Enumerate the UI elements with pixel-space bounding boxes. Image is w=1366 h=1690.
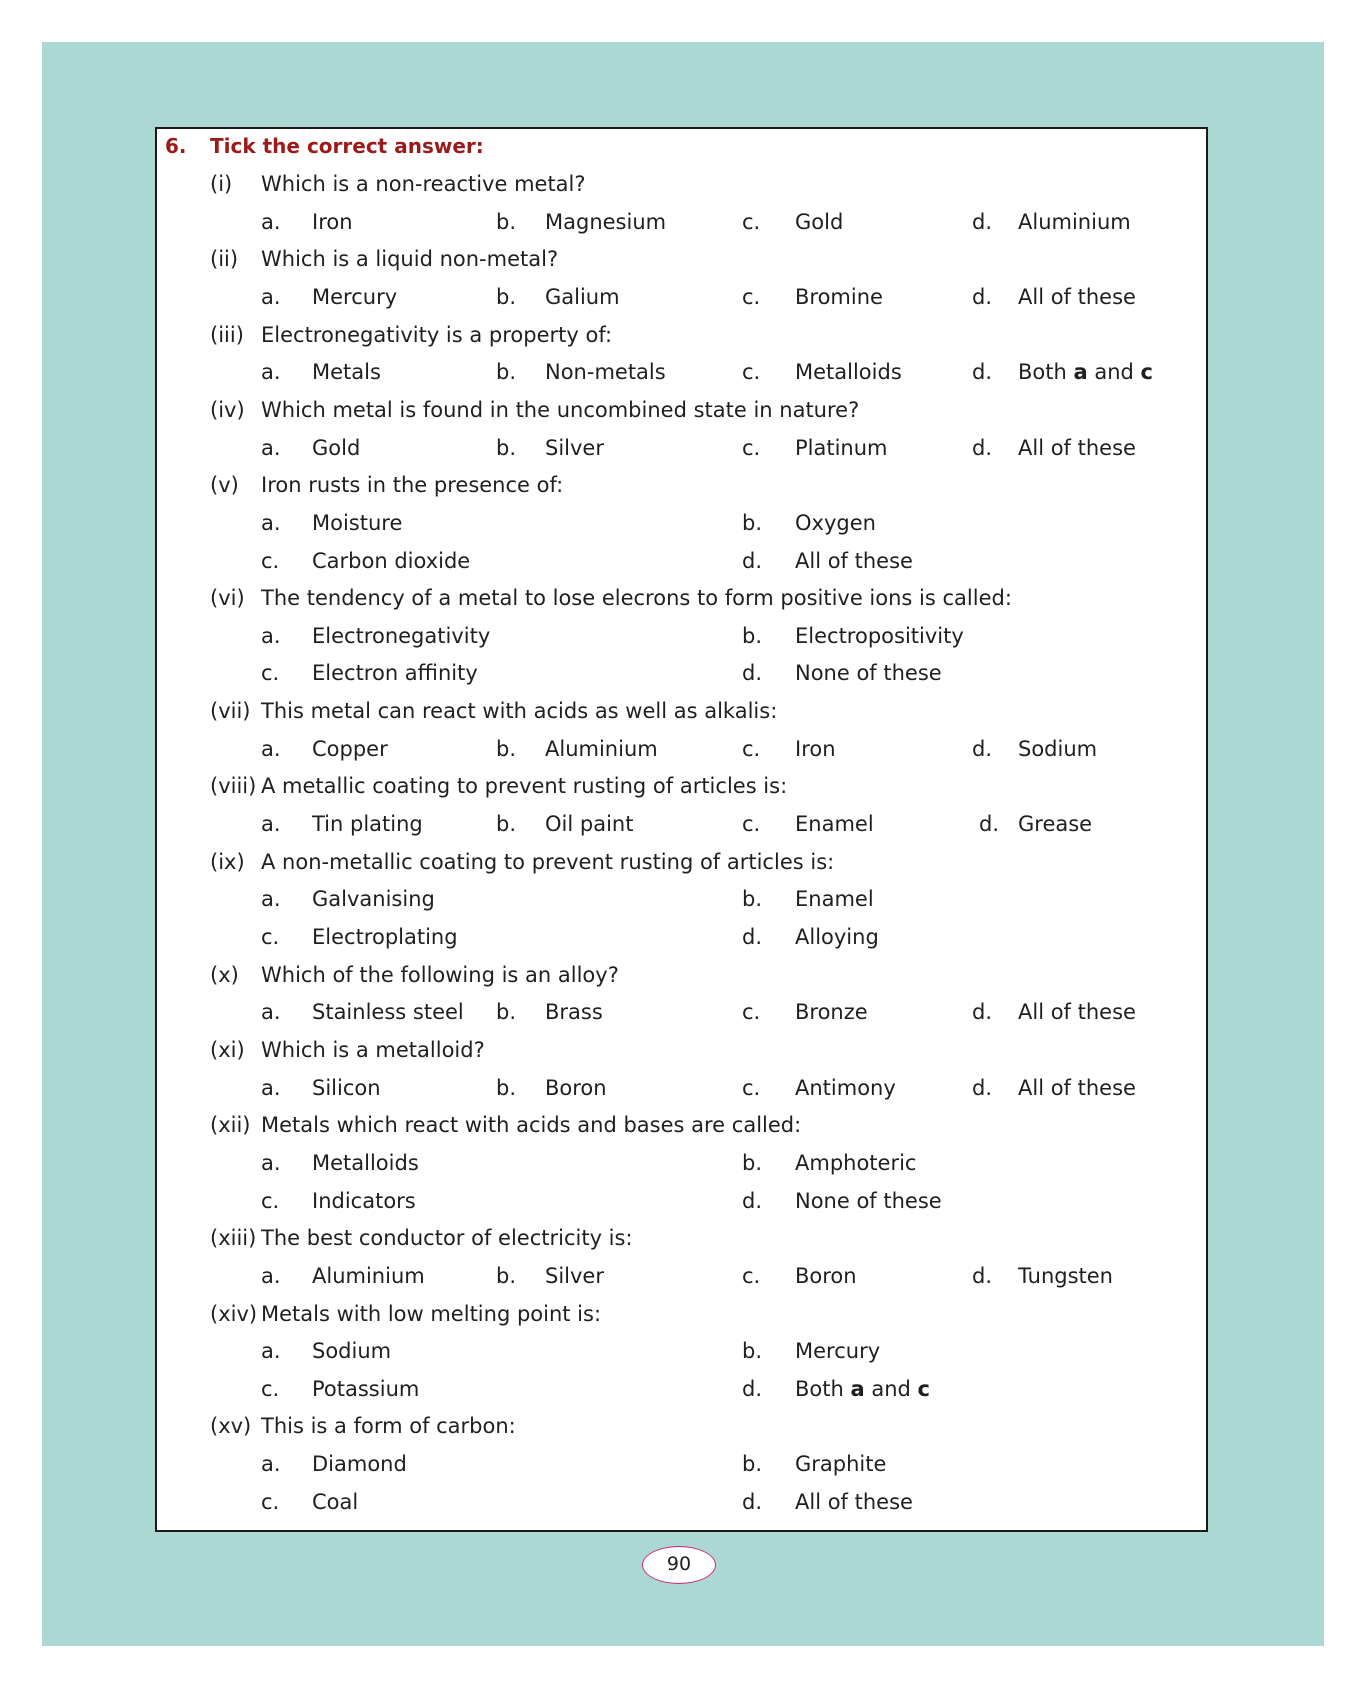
options-row [0, 1188, 1366, 1226]
option-text: All of these [1018, 1075, 1136, 1100]
option-text: Indicators [312, 1188, 416, 1213]
options-row [0, 510, 1366, 548]
option-letter: c. [742, 360, 761, 385]
option-letter: a. [261, 887, 281, 912]
option-text: Coal [312, 1489, 359, 1514]
question-row [0, 962, 1366, 1000]
question-row [0, 171, 1366, 209]
question-text: Which is a metalloid? [261, 1037, 485, 1062]
option-letter: c. [261, 661, 280, 686]
option-text: Mercury [795, 1339, 881, 1364]
option-text: Copper [312, 736, 388, 761]
options-row [0, 359, 1366, 397]
option-text: Bronze [795, 1000, 868, 1025]
question-row [0, 849, 1366, 887]
option-letter: c. [261, 548, 280, 573]
option-text: Sodium [312, 1339, 392, 1364]
question-text: A non-metallic coating to prevent rusting of articles is: [261, 849, 835, 874]
option-letter: d. [972, 435, 993, 460]
option-letter: a. [261, 812, 281, 837]
option-letter: d. [742, 925, 763, 949]
option-letter: d. [972, 1075, 993, 1100]
options-row [0, 886, 1366, 924]
question-text: Which metal is found in the uncombined state in nature? [261, 397, 860, 422]
option-text: Silver [545, 435, 604, 460]
option-letter: d. [972, 209, 993, 234]
option-text: Aluminium [1018, 209, 1131, 234]
question-row [0, 773, 1366, 811]
option-letter: b. [742, 887, 763, 912]
option-text: Silicon [312, 1075, 381, 1100]
question-row [0, 585, 1366, 623]
option-letter: b. [496, 435, 517, 460]
option-text: Carbon dioxide [312, 548, 471, 573]
option-text: Metalloids [795, 360, 902, 385]
option-text: Metals [312, 360, 381, 385]
option-letter: c. [742, 812, 761, 837]
option-letter: b. [496, 736, 517, 761]
option-letter: d. [742, 1489, 763, 1514]
option-text: Diamond [312, 1452, 407, 1477]
question-number: (xiii) [210, 1226, 257, 1251]
option-letter: c. [261, 1188, 280, 1213]
options-row [0, 1263, 1366, 1301]
question-number: (xv) [210, 1414, 252, 1439]
question-text: Electronegativity is a property of: [261, 322, 613, 347]
question-text: Metals which react with acids and bases are called: [261, 1113, 802, 1138]
option-text: Iron [795, 736, 836, 761]
option-text: Gold [312, 435, 361, 460]
option-text: Boron [545, 1075, 607, 1100]
option-text: Enamel [795, 887, 874, 912]
option-text: Moisture [312, 510, 403, 535]
option-letter: a. [261, 623, 281, 648]
question-text: Which is a liquid non-metal? [261, 247, 559, 272]
option-letter: d. [742, 1188, 763, 1213]
options-row [0, 548, 1366, 586]
question-row [0, 397, 1366, 435]
option-letter: b. [496, 360, 517, 385]
option-text: Tungsten [1018, 1263, 1113, 1288]
options-row [0, 811, 1366, 849]
option-letter: c. [742, 736, 761, 761]
option-text: Gold [795, 209, 844, 234]
option-text: All of these [795, 1489, 913, 1514]
options-row [0, 623, 1366, 661]
options-row [0, 1451, 1366, 1489]
question-row [0, 1301, 1366, 1339]
option-letter: b. [496, 209, 517, 234]
question-row [0, 1112, 1366, 1150]
option-letter: b. [496, 812, 517, 837]
question-number: (xii) [210, 1113, 251, 1138]
option-letter: b. [496, 1075, 517, 1100]
option-text: Sodium [1018, 736, 1098, 761]
option-text: Brass [545, 1000, 603, 1025]
options-row [0, 1338, 1366, 1376]
option-letter: a. [261, 1000, 281, 1025]
question-number: (viii) [210, 774, 257, 799]
option-text: Boron [795, 1263, 857, 1288]
option-letter: c. [261, 1489, 280, 1514]
option-text: Enamel [795, 812, 874, 837]
option-text: Electroplating [312, 925, 458, 949]
question-row [0, 322, 1366, 360]
option-letter: d. [972, 284, 993, 309]
page-number: 90 [642, 1546, 716, 1584]
question-number: (i) [210, 172, 233, 196]
option-letter: a. [261, 736, 281, 761]
option-text: Silver [545, 1263, 604, 1288]
option-text: All of these [1018, 1000, 1136, 1025]
option-letter: c. [742, 1000, 761, 1025]
option-letter: a. [261, 360, 281, 385]
option-text: All of these [1018, 435, 1136, 460]
options-row [0, 1075, 1366, 1113]
options-row [0, 435, 1366, 473]
option-letter: d. [972, 1000, 993, 1025]
option-letter: c. [742, 209, 761, 234]
option-text: Oxygen [795, 510, 876, 535]
option-text: Aluminium [312, 1263, 425, 1288]
option-text: Antimony [795, 1075, 896, 1100]
option-letter: a. [261, 1452, 281, 1477]
option-letter: d. [972, 360, 993, 385]
option-text: All of these [795, 548, 913, 573]
question-number: (ix) [210, 849, 245, 874]
option-text: None of these [795, 661, 942, 686]
question-text: Which of the following is an alloy? [261, 962, 619, 987]
options-row [0, 924, 1366, 962]
question-text: The best conductor of electricity is: [261, 1226, 633, 1251]
question-row [0, 698, 1366, 736]
option-letter: a. [261, 510, 281, 535]
question-row [0, 1413, 1366, 1451]
option-letter: a. [261, 1075, 281, 1100]
options-row [0, 999, 1366, 1037]
option-text: Galvanising [312, 887, 435, 912]
option-letter: a. [261, 1263, 281, 1288]
option-text: Grease [1018, 812, 1093, 837]
option-letter: c. [261, 1376, 280, 1401]
option-text: Platinum [795, 435, 888, 460]
question-number: (xi) [210, 1037, 245, 1062]
option-text: Aluminium [545, 736, 658, 761]
question-number: (xiv) [210, 1301, 258, 1326]
option-text: Galium [545, 284, 620, 309]
question-text: The tendency of a metal to lose elecrons to form positive ions is called: [261, 586, 1012, 611]
options-row [0, 209, 1366, 247]
option-text: Both a and c [1018, 360, 1153, 385]
option-text: All of these [1018, 284, 1136, 309]
options-row [0, 1489, 1366, 1527]
option-letter: a. [261, 1339, 281, 1364]
option-letter: b. [742, 1150, 763, 1175]
question-number: (iv) [210, 397, 245, 422]
option-letter: b. [742, 1452, 763, 1477]
option-text: Graphite [795, 1452, 887, 1477]
option-text: Electropositivity [795, 623, 964, 648]
option-letter: c. [742, 435, 761, 460]
option-letter: c. [742, 1075, 761, 1100]
option-letter: c. [742, 1263, 761, 1288]
question-text: Iron rusts in the presence of: [261, 473, 564, 498]
option-letter: a. [261, 209, 281, 234]
question-row [0, 472, 1366, 510]
option-letter: b. [742, 623, 763, 648]
option-letter: c. [261, 925, 280, 949]
option-text: Iron [312, 209, 353, 234]
option-letter: a. [261, 435, 281, 460]
question-row [0, 246, 1366, 284]
option-letter: b. [742, 510, 763, 535]
question-number: (x) [210, 962, 239, 987]
option-text: Alloying [795, 925, 879, 949]
options-row [0, 660, 1366, 698]
option-letter: d. [742, 661, 763, 686]
option-letter: b. [496, 1263, 517, 1288]
question-number: (ii) [210, 247, 239, 272]
question-text: This is a form of carbon: [261, 1414, 516, 1439]
option-letter: d. [979, 812, 1000, 837]
option-text: Tin plating [312, 812, 423, 837]
question-number: (vii) [210, 699, 251, 724]
question-text: Metals with low melting point is: [261, 1301, 602, 1326]
option-letter: d. [742, 1376, 763, 1401]
question-number: (v) [210, 473, 239, 498]
option-letter: a. [261, 284, 281, 309]
option-text: Non-metals [545, 360, 666, 385]
option-text: Potassium [312, 1376, 420, 1401]
option-text: Magnesium [545, 209, 667, 234]
option-letter: b. [496, 284, 517, 309]
option-text: Bromine [795, 284, 883, 309]
question-row [0, 1037, 1366, 1075]
question-text: Which is a non-reactive metal? [261, 172, 586, 196]
question-number: (iii) [210, 322, 244, 347]
option-letter: b. [742, 1339, 763, 1364]
option-text: Both a and c [795, 1376, 930, 1401]
question-text: This metal can react with acids as well as alkalis: [261, 699, 778, 724]
option-text: Oil paint [545, 812, 634, 837]
option-text: None of these [795, 1188, 942, 1213]
options-row [0, 736, 1366, 774]
option-text: Amphoteric [795, 1150, 917, 1175]
option-letter: c. [742, 284, 761, 309]
option-letter: d. [972, 1263, 993, 1288]
options-row [0, 1150, 1366, 1188]
question-row [0, 1225, 1366, 1263]
option-text: Electronegativity [312, 623, 491, 648]
option-letter: b. [496, 1000, 517, 1025]
option-text: Mercury [312, 284, 398, 309]
option-text: Electron affinity [312, 661, 478, 686]
question-number: (vi) [210, 586, 245, 611]
option-letter: d. [972, 736, 993, 761]
options-row [0, 1376, 1366, 1414]
option-text: Stainless steel [312, 1000, 464, 1025]
question-text: A metallic coating to prevent rusting of articles is: [261, 774, 788, 799]
section-number: 6. [165, 134, 187, 158]
section-title: Tick the correct answer: [210, 134, 484, 158]
options-row [0, 284, 1366, 322]
option-letter: a. [261, 1150, 281, 1175]
option-text: Metalloids [312, 1150, 419, 1175]
option-letter: d. [742, 548, 763, 573]
